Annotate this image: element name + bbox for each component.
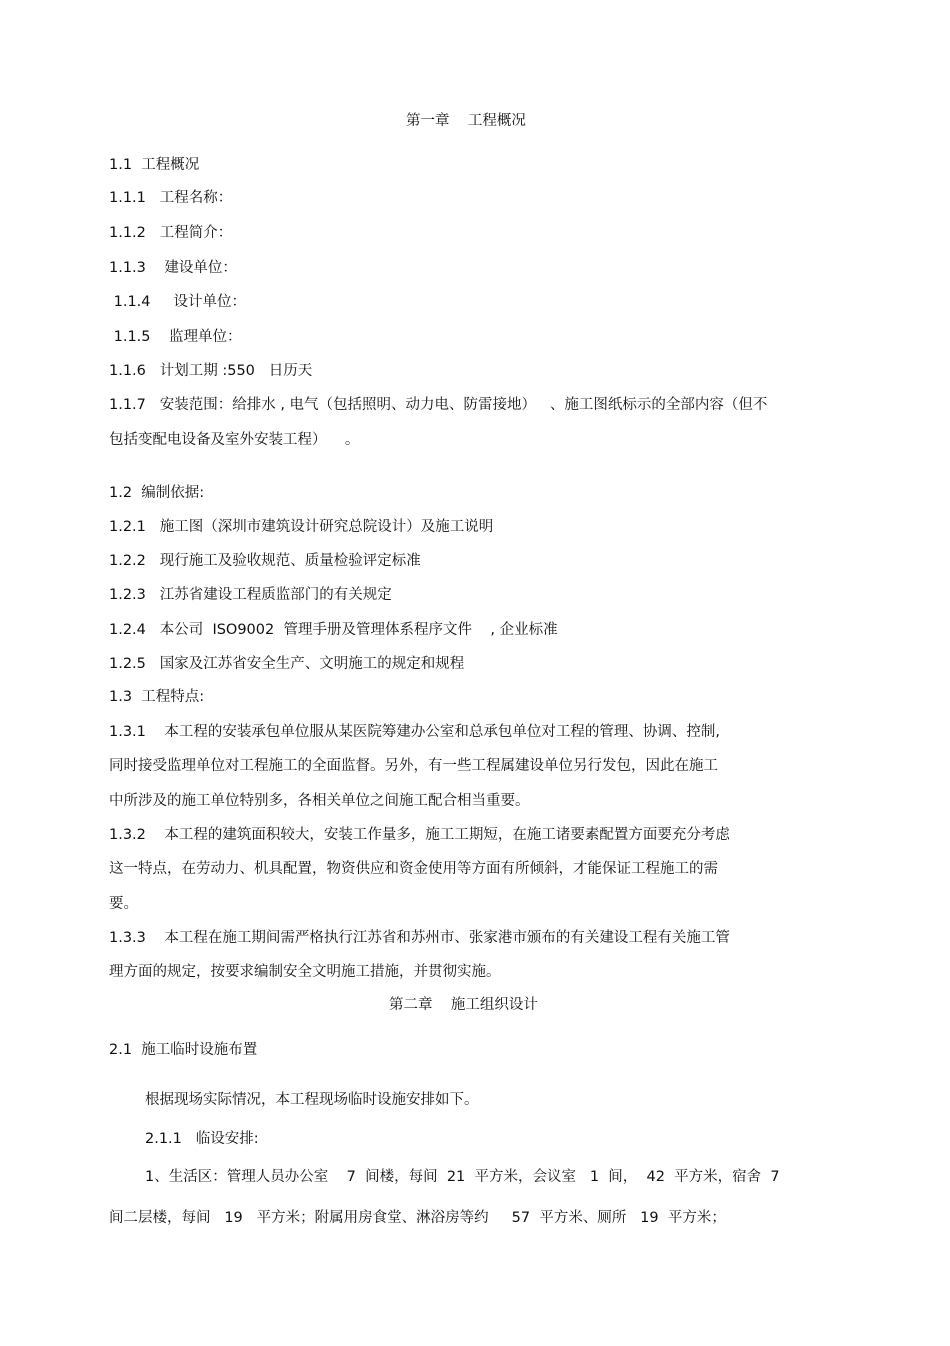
para-1-3-1-line1: 1.3.1 本工程的安装承包单位服从某医院筹建办公室和总承包单位对工程的管理、协调、控制,	[109, 724, 720, 740]
para-1-3-2-line3: 要。	[109, 896, 138, 912]
para-2-1: 根据现场实际情况，本工程现场临时设施安排如下。	[145, 1092, 479, 1108]
line-1-2-2: 1.2.2 现行施工及验收规范、质量检验评定标准	[109, 553, 421, 569]
para-1-3-2-line2: 这一特点，在劳动力、机具配置，物资供应和资金使用等方面有所倾斜，才能保证工程施工的需	[109, 861, 718, 877]
heading-1-1: 1.1 工程概况	[109, 157, 200, 173]
heading-1-2: 1.2 编制依据:	[109, 485, 205, 501]
chapter-1-title: 第一章 工程概况	[406, 113, 526, 129]
para-1-3-1-line3: 中所涉及的施工单位特别多，各相关单位之间施工配合相当重要。	[109, 793, 530, 809]
line-1-1-3: 1.1.3 建设单位：	[109, 260, 237, 276]
para-1-3-1-line2: 同时接受监理单位对工程施工的全面监督。另外，有一些工程属建设单位另行发包，因此在施工	[109, 758, 718, 774]
line-1-1-1: 1.1.1 工程名称：	[109, 190, 233, 206]
heading-1-3: 1.3 工程特点:	[109, 689, 205, 705]
item-1-line1: 1、生活区：管理人员办公室 7 间楼，每间 21 平方米，会议室 1 间， 42 平方米，宿舍 7	[145, 1169, 780, 1185]
line-1-2-4: 1.2.4 本公司 ISO9002 管理手册及管理体系程序文件 , 企业标准	[109, 622, 558, 638]
line-1-1-2: 1.1.2 工程简介：	[109, 225, 233, 241]
para-1-3-2-line1: 1.3.2 本工程的建筑面积较大，安装工作量多，施工工期短，在施工诸要素配置方面要充分考虑	[109, 827, 730, 843]
item-1-line2: 间二层楼，每间 19 平方米；附属用房食堂、淋浴房等约 57 平方米、厕所 19 平方米；	[109, 1210, 726, 1226]
line-1-1-7: 1.1.7 安装范围：给排水 , 电气（包括照明、动力电、防雷接地） 、施工图纸标示的全部内容（但不	[109, 397, 768, 413]
para-1-3-3-line1: 1.3.3 本工程在施工期间需严格执行江苏省和苏州市、张家港市颁布的有关建设工程有关施工管	[109, 930, 730, 946]
line-1-2-3: 1.2.3 江苏省建设工程质监部门的有关规定	[109, 587, 392, 603]
line-1-1-6: 1.1.6 计划工期 :550 日历天	[109, 363, 313, 379]
line-1-1-7-cont: 包括变配电设备及室外安装工程） 。	[109, 432, 360, 448]
para-1-3-3-line2: 理方面的规定，按要求编制安全文明施工措施，并贯彻实施。	[109, 964, 501, 980]
line-1-2-5: 1.2.5 国家及江苏省安全生产、文明施工的规定和规程	[109, 656, 465, 672]
chapter-2-title: 第二章 施工组织设计	[389, 997, 538, 1013]
line-1-1-4: 1.1.4 设计单位：	[109, 294, 247, 310]
heading-2-1-1: 2.1.1 临设安排:	[145, 1131, 259, 1147]
heading-2-1: 2.1 施工临时设施布置	[109, 1042, 258, 1058]
line-1-1-5: 1.1.5 监理单位：	[109, 329, 242, 345]
line-1-2-1: 1.2.1 施工图（深圳市建筑设计研究总院设计）及施工说明	[109, 519, 494, 535]
